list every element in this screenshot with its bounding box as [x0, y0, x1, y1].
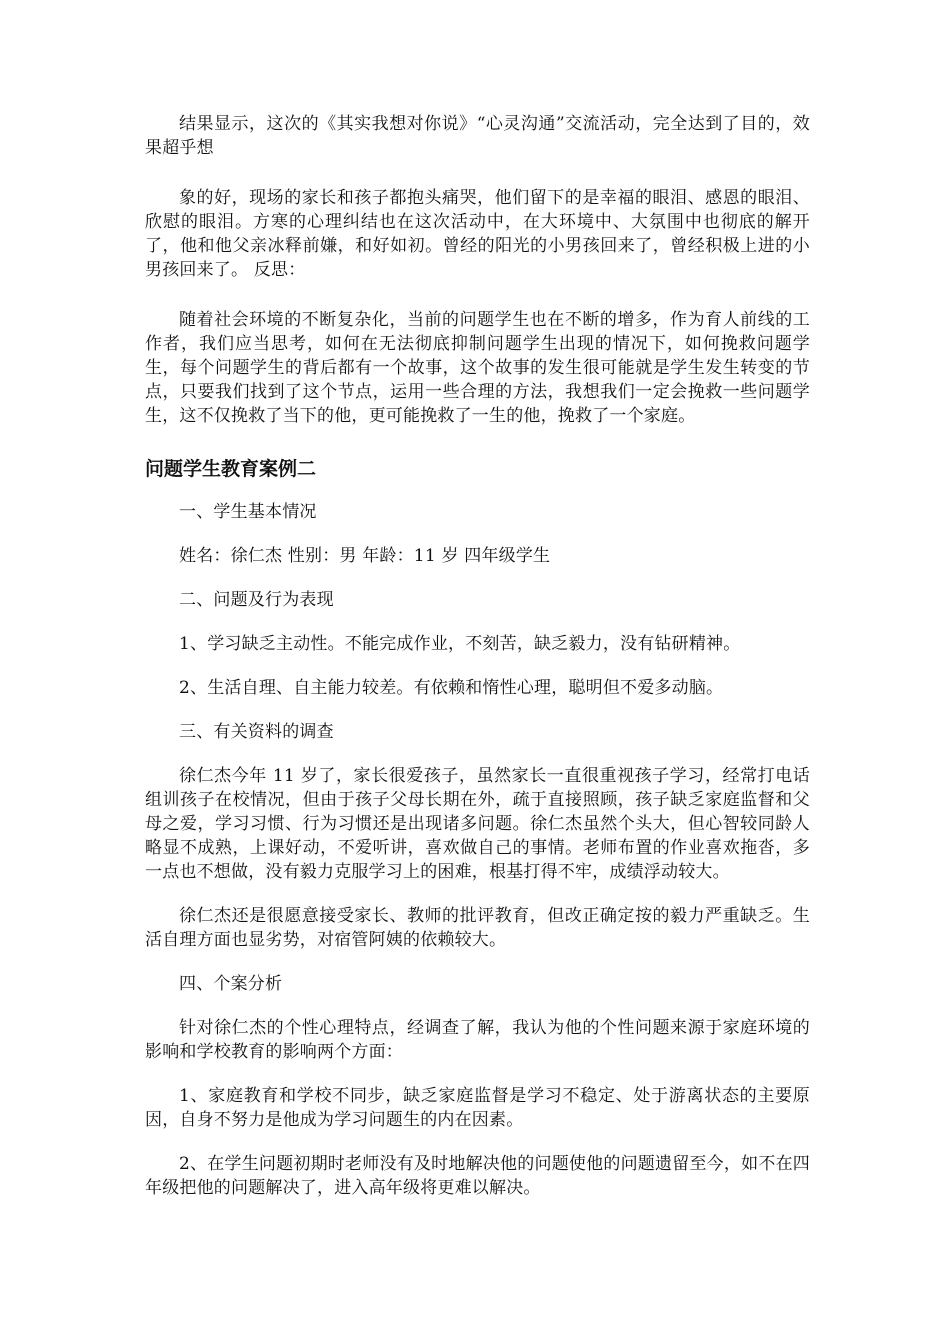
investigation-paragraph-1: 徐仁杰今年 11 岁了，家长很爱孩子，虽然家长一直很重视孩子学习，经常打电话组训孩子在校情况，但由于孩子父母长期在外，疏于直接照顾，孩子缺乏家庭监督和父母之爱，学习习惯、行为习惯还是出现诸多问题。徐仁杰虽然个头大，但心智较同龄人略显不成熟，上课好动，不爱听讲，喜欢做自己的事情。老师布置的作业喜欢拖沓，多一点也不想做，没有毅力克服学习上的困难，根基打得不牢，成绩浮动较大。	[145, 766, 810, 882]
intro-paragraph-1: 结果显示，这次的《其实我想对你说》“心灵沟通”交流活动，完全达到了目的，效果超乎想	[145, 114, 810, 158]
section-title: 问题学生教育案例二	[145, 458, 317, 480]
analysis-item-2: 2、在学生问题初期时老师没有及时地解决他的问题使他的问题遗留至今，如不在四年级把他的问题解决了，进入高年级将更难以解决。	[145, 1154, 810, 1198]
heading-student-info: 一、学生基本情况	[179, 502, 317, 522]
student-info-line: 姓名：徐仁杰 性别：男 年龄：11 岁 四年级学生	[179, 546, 551, 566]
analysis-paragraph: 针对徐仁杰的个性心理特点，经调查了解，我认为他的个性问题来源于家庭环境的影响和学校教育的影响两个方面：	[145, 1018, 810, 1062]
intro-paragraph-2: 象的好，现场的家长和孩子都抱头痛哭，他们留下的是幸福的眼泪、感恩的眼泪、欣慰的眼泪。方寒的心理纠结也在这次活动中，在大环境中、大氛围中也彻底的解开了，他和他父亲冰释前嫌，和好如初。曾经的阳光的小男孩回来了，曾经积极上进的小男孩回来了。 反思：	[145, 188, 810, 280]
analysis-item-1: 1、家庭教育和学校不同步，缺乏家庭监督是学习不稳定、处于游离状态的主要原因，自身不努力是他成为学习问题生的内在因素。	[145, 1086, 810, 1130]
problem-item-1: 1、学习缺乏主动性。不能完成作业，不刻苦，缺乏毅力，没有钻研精神。	[179, 634, 741, 654]
investigation-paragraph-2: 徐仁杰还是很愿意接受家长、教师的批评教育，但改正确定按的毅力严重缺乏。生活自理方面也显劣势，对宿管阿姨的依赖较大。	[145, 906, 810, 950]
document-page	[145, 112, 810, 1200]
reflection-paragraph: 随着社会环境的不断复杂化，当前的问题学生也在不断的增多，作为育人前线的工作者，我们应当思考，如何在无法彻底抑制问题学生出现的情况下，如何挽救问题学生，每个问题学生的背后都有一个故事，这个故事的发生很可能就是学生发生转变的节点，只要我们找到了这个节点，运用一些合理的方法，我想我们一定会挽救一些问题学生，这不仅挽救了当下的他，更可能挽救了一生的他，挽救了一个家庭。	[145, 310, 810, 426]
heading-analysis: 四、个案分析	[179, 974, 283, 994]
heading-problems: 二、问题及行为表现	[179, 590, 334, 610]
heading-investigation: 三、有关资料的调查	[179, 722, 334, 742]
problem-item-2: 2、生活自理、自主能力较差。有依赖和惰性心理，聪明但不爱多动脑。	[179, 678, 724, 698]
